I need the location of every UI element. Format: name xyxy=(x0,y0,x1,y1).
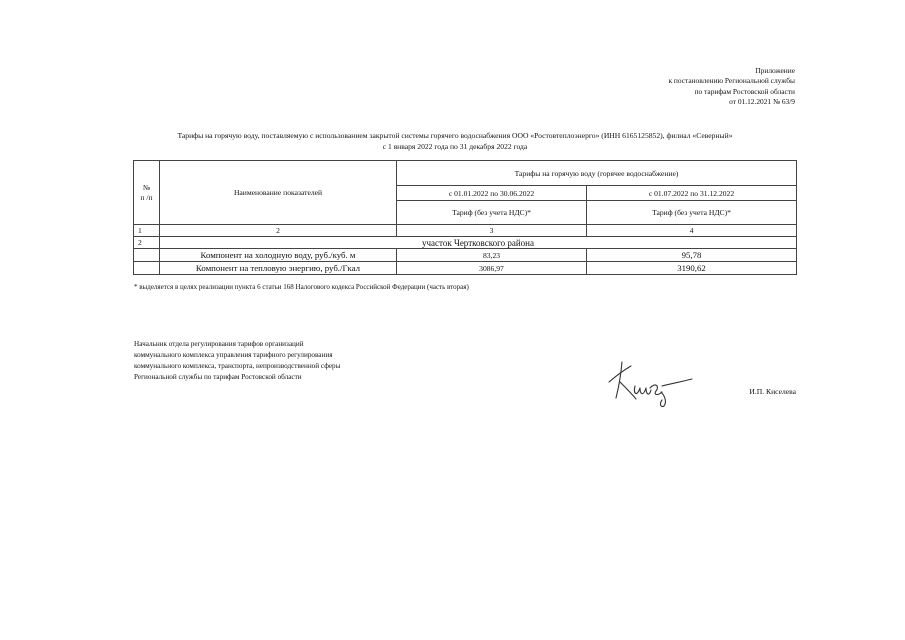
column-number: 1 xyxy=(134,225,160,237)
signer-name: И.П. Киселева xyxy=(749,387,796,396)
signer-position-line: коммунального комплекса, транспорта, непроизводственной сферы xyxy=(134,362,341,370)
col-name-header: Наименование показателей xyxy=(160,161,397,225)
row-name: Компонент на холодную воду, руб./куб. м xyxy=(160,249,397,262)
section-title: участок Чертковского района xyxy=(160,237,797,249)
row-value-period-1: 3086,97 xyxy=(397,262,587,275)
table-row xyxy=(134,262,797,275)
signer-position xyxy=(134,339,340,383)
tariff-table xyxy=(133,160,797,275)
column-number: 4 xyxy=(587,225,797,237)
heading-title: Тарифы на горячую воду, поставляемую с использованием закрытой системы горячего водоснабжения ООО «Ростовтеплоэнерго» (ИНН 6165125852), филиал «Северный» xyxy=(177,131,733,140)
section-row xyxy=(134,237,797,249)
signer-position-line: коммунального комплекса управления тарифного регулирования xyxy=(134,351,333,359)
period-1-header: с 01.01.2022 по 30.06.2022 xyxy=(397,186,587,201)
appendix-line: по тарифам Ростовской области xyxy=(694,86,795,96)
tariff-label-1: Тариф (без учета НДС)* xyxy=(397,201,587,225)
signer-position-line: Региональной службы по тарифам Ростовской области xyxy=(134,373,302,381)
row-value-period-2: 95,78 xyxy=(587,249,797,262)
table-row xyxy=(134,249,797,262)
row-number-empty xyxy=(134,249,160,262)
row-name: Компонент на тепловую энергию, руб./Гкал xyxy=(160,262,397,275)
column-number: 3 xyxy=(397,225,587,237)
table-header-row xyxy=(134,161,797,186)
document-heading xyxy=(110,131,800,152)
column-number: 2 xyxy=(160,225,397,237)
heading-period: с 1 января 2022 года по 31 декабря 2022 года xyxy=(382,141,528,151)
appendix-line: Приложение xyxy=(755,66,795,75)
column-numbering-row xyxy=(134,225,797,237)
appendix-block xyxy=(668,66,795,107)
section-number: 2 xyxy=(134,237,160,249)
appendix-line: к постановлению Региональной службы xyxy=(668,76,795,86)
row-value-period-2: 3190,62 xyxy=(587,262,797,275)
row-value-period-1: 83,23 xyxy=(397,249,587,262)
signer-position-line: Начальник отдела регулирования тарифов организаций xyxy=(134,340,304,348)
row-number-empty xyxy=(134,262,160,275)
tariff-group-header: Тарифы на горячую воду (горячее водоснабжение) xyxy=(397,161,797,186)
col-num-header: № п /п xyxy=(134,161,160,225)
appendix-date: от 01.12.2021 № 63/9 xyxy=(729,96,795,106)
handwritten-signature xyxy=(606,352,698,408)
tariff-label-2: Тариф (без учета НДС)* xyxy=(587,201,797,225)
period-2-header: с 01.07.2022 по 31.12.2022 xyxy=(587,186,797,201)
footnote: * выделяется в целях реализации пункта 6 статьи 168 Налогового кодекса Российской Федерации (часть вторая) xyxy=(134,283,469,291)
